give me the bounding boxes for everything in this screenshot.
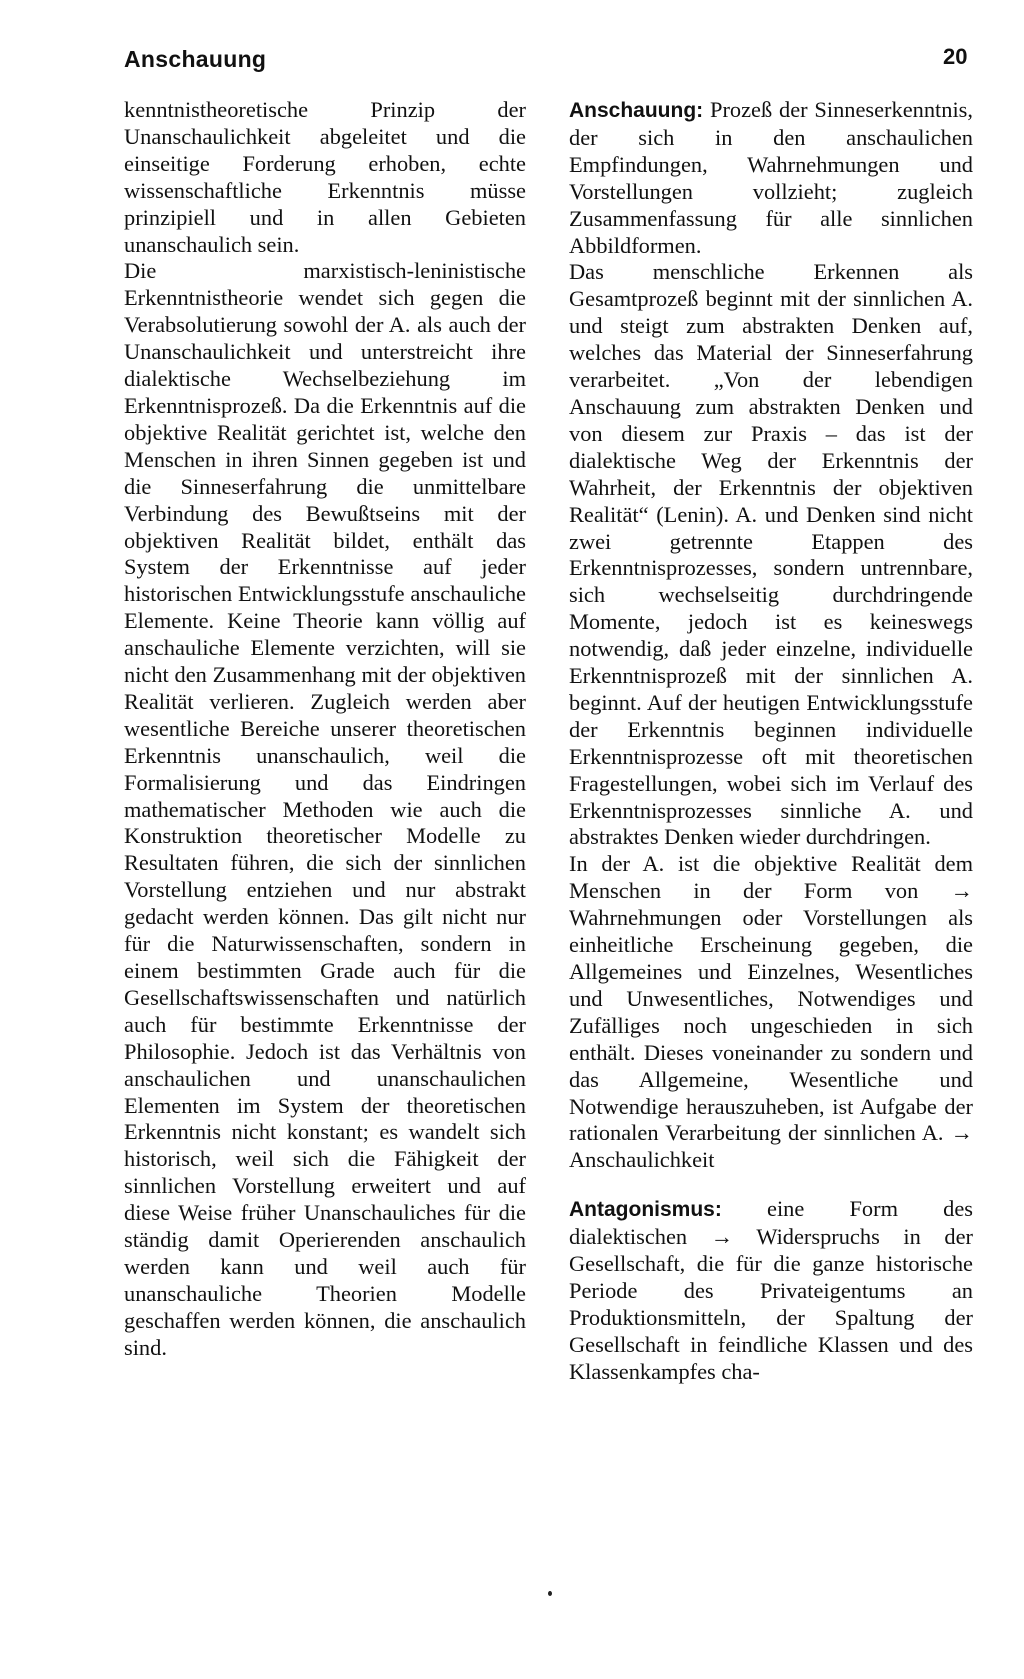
left-paragraph-2: Die marxistisch-leninistische Erkenntnistheorie wendet sich gegen die Verabsolutierung sowohl der A. als auch der Unanschaulichkeit und unterstreicht ihre dialektische Wechselbeziehung im Erkenntnisprozeß. Da die Erkenntnis auf die objektive Realität gerichtet ist, welche den Menschen in ihren Sinnen gegeben ist und die Sinneserfahrung die unmittelbare Verbindung des Bewußtseins mit der objektiven Realität bildet, enthält das System der Erkenntnisse auf jeder historischen Entwicklungsstufe anschauliche Elemente. Keine Theorie kann völlig auf anschauliche Elemente verzichten, will sie nicht den Zusammenhang mit der objektiven Realität verlieren. Zugleich werden aber wesentliche Bereiche unserer theoretischen Erkenntnis unanschaulich, weil die Formalisierung und das Eindringen mathematischer Methoden wie auch die Konstruktion theoretischer Modelle zu Resultaten führen, die sich der sinnlichen Vorstellung entziehen und nur abstrakt gedacht werden können. Das gilt nicht nur für die Naturwissenschaften, sondern in einem bestimmten Grade auch für die Gesellschaftswissenschaften und natürlich auch für bestimmte Erkenntnisse der Philosophie. Jedoch ist das Verhältnis von anschaulichen und unanschaulichen Elementen im System der theoretischen Erkenntnis nicht konstant; es wandelt sich historisch, weil sich die Fähigkeit der sinnlichen Vorstellung erweitert und auf diese Weise früher Unanschauliches für die ständig damit Operierenden anschaulich werden kann und weil auch für unanschauliche Theorien Modelle geschaffen werden können, die anschaulich sind. (124, 258, 526, 1360)
entry-anschauung-paragraph-2: Das menschliche Erkennen als Gesamtprozeß beginnt mit der sinnlichen A. und steigt zum abstrakten Denken auf, welches das Material der Sinneserfahrung verarbeitet. „Von der lebendigen Anschauung zum abstrakten Denken und von diesem zur Praxis – das ist der dialektische Weg der Erkenntnis der Wahrheit, der Erkenntnis der objektiven Realität“ (Lenin). A. und Denken sind nicht zwei getrennte Etappen des Erkenntnisprozesses, sondern untrennbare, sich wechselseitig durchdringende Momente, jedoch ist es keineswegs notwendig, daß jeder einzelne, individuelle Erkenntnisprozeß mit der sinnlichen A. beginnt. Auf der heutigen Entwicklungsstufe der Erkenntnis beginnen individuelle Erkenntnisprozesse oft mit theoretischen Fragestellungen, wobei sich im Verlauf des Erkenntnisprozesses sinnliche A. und abstraktes Denken wieder durchdringen. (569, 259, 973, 850)
entry-anschauung-paragraph-1 (569, 97, 973, 259)
entry-term-anschauung: Anschauung: (569, 99, 704, 122)
page-number: 20 (943, 44, 968, 69)
right-column (569, 97, 973, 1386)
left-column (124, 97, 526, 1362)
entry-anschauung-definition: Prozeß der Sinneserkenntnis, der sich in den anschaulichen Empfindungen, Wahrnehmungen und Vorstellungen vollzieht; zugleich Zusammenfassung für alle sinnlichen Abbildformen. (569, 97, 973, 258)
entry-separator (569, 1174, 973, 1196)
entry-antagonismus-definition: eine Form des dialektischen → Widerspruchs in der Gesellschaft, die für die ganze historische Periode des Privateigentums an Produktionsmitteln, der Spaltung der Gesellschaft in feindliche Klassen und des Klassenkampfes cha- (569, 1196, 973, 1384)
entry-antagonismus-paragraph-1 (569, 1196, 973, 1385)
entry-term-antagonismus: Antagonismus: (569, 1198, 722, 1222)
entry-anschauung-paragraph-3: In der A. ist die objektive Realität dem Menschen in der Form von → Wahrnehmungen oder Vorstellungen als einheitliche Erscheinung gegeben, die Allgemeines und Einzelnes, Wesentliches und Unwesentliches, Notwendiges und Zufälliges noch ungeschieden in sich enthält. Dieses voneinander zu sondern und das Allgemeine, Wesentliche und Notwendige herauszuheben, ist Aufgabe der rationalen Verarbeitung der sinnlichen A. → Anschaulichkeit (569, 851, 973, 1173)
page-mark (548, 1591, 552, 1596)
left-paragraph-1: kenntnistheoretische Prinzip der Unanschaulichkeit abgeleitet und die einseitige Forderung erhoben, echte wissenschaftliche Erkenntnis müsse prinzipiell und in allen Gebieten unanschaulich sein. (124, 97, 526, 257)
running-head: Anschauung (124, 46, 267, 72)
